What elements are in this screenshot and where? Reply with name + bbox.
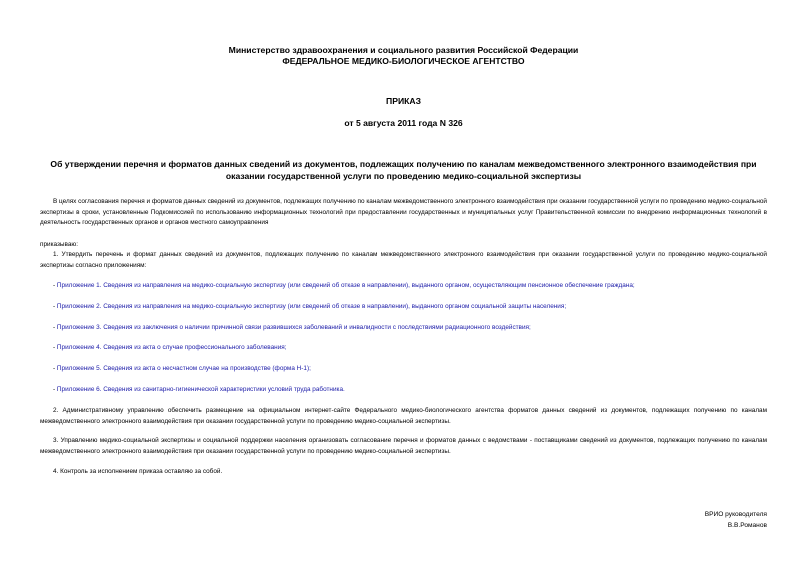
list-dash: - xyxy=(53,365,56,372)
appendix-1-link[interactable]: Приложение 1. Сведения из направления на медико-социальную экспертизу (или сведений об отказе в направлении), выданного органом, осуществляющим пенсионное обеспечение граждана; xyxy=(56,282,635,289)
list-dash: - xyxy=(53,282,56,289)
appendix-5-item xyxy=(53,364,767,374)
order-type: ПРИКАЗ xyxy=(386,96,421,106)
item-4-paragraph: 4. Контроль за исполнением приказа оставляю за собой. xyxy=(53,468,223,475)
intro-paragraph: В целях согласования перечня и форматов данных сведений из документов, подлежащих получению по каналам межведомственного электронного взаимодействия при оказании государственной услуги по проведению медико-социальной экспертизы в сроки, установленные Подкомиссией по использованию информационных технологий при предоставлении государственных и муниципальных услуг Правительственной комиссии по внедрению информационных технологий в деятельность государственных органов и органов местного самоуправления xyxy=(40,198,767,226)
appendix-2-item xyxy=(53,302,767,312)
appendix-3-link[interactable]: Приложение 3. Сведения из заключения о наличии причинной связи развившихся заболеваний и инвалидности с последствиями радиационного воздействия; xyxy=(56,324,531,331)
list-dash: - xyxy=(53,303,56,310)
list-dash: - xyxy=(53,324,56,331)
ministry-name: Министерство здравоохранения и социального развития Российской Федерации xyxy=(228,45,579,55)
agency-name: ФЕДЕРАЛЬНОЕ МЕДИКО-БИОЛОГИЧЕСКОЕ АГЕНТСТВО xyxy=(282,56,525,66)
prikazyvayu-label: приказываю: xyxy=(40,241,78,248)
signature-name: В.В.Романов xyxy=(727,522,767,529)
appendix-5-link[interactable]: Приложение 5. Сведения из акта о несчастном случае на производстве (форма Н-1); xyxy=(56,365,311,372)
appendix-3-item xyxy=(53,323,767,333)
item-3-paragraph: 3. Управлению медико-социальной экспертизы и социальной поддержки населения организовать согласование перечня и форматов данных с ведомствами - поставщиками сведений из документов, подлежащих получению по каналам межведомственного электронного взаимодействия при оказании государственной услуги по проведению медико-социальной экспертизы. xyxy=(40,437,767,455)
document-title: Об утверждении перечня и форматов данных сведений из документов, подлежащих получению по каналам межведомственного электронного взаимодействия при оказании государственной услуги по проведению медико-социальной экспертизы xyxy=(50,159,757,181)
signature-position: ВРИО руководителя xyxy=(704,511,767,518)
appendix-4-link[interactable]: Приложение 4. Сведения из акта о случае профессионального заболевания; xyxy=(56,344,287,351)
appendix-6-link[interactable]: Приложение 6. Сведения из санитарно-гигиенической характеристики условий труда работника. xyxy=(56,386,345,393)
item-1-paragraph: 1. Утвердить перечень и формат данных сведений из документов, подлежащих получению по каналам межведомственного электронного взаимодействия при оказании государственной услуги по проведению медико-социальной экспертизы согласно приложениям: xyxy=(40,251,767,269)
appendix-2-link[interactable]: Приложение 2. Сведения из направления на медико-социальную экспертизу (или сведений об отказе в направлении), выданного органом социальной защиты населения; xyxy=(56,303,567,310)
appendix-6-item xyxy=(53,385,767,395)
header-ministry xyxy=(0,45,807,67)
list-dash: - xyxy=(53,386,56,393)
appendix-1-item xyxy=(53,281,767,291)
order-date: от 5 августа 2011 года N 326 xyxy=(344,118,463,128)
item-2-paragraph: 2. Административному управлению обеспечить размещение на официальном интернет-сайте Федерального медико-биологического агентства форматов данных сведений из документов, подлежащих получению по каналам межведомственного электронного взаимодействия при оказании государственной услуги по проведению медико-социальной экспертизы. xyxy=(40,407,767,425)
list-dash: - xyxy=(53,344,56,351)
appendix-4-item xyxy=(53,343,767,353)
